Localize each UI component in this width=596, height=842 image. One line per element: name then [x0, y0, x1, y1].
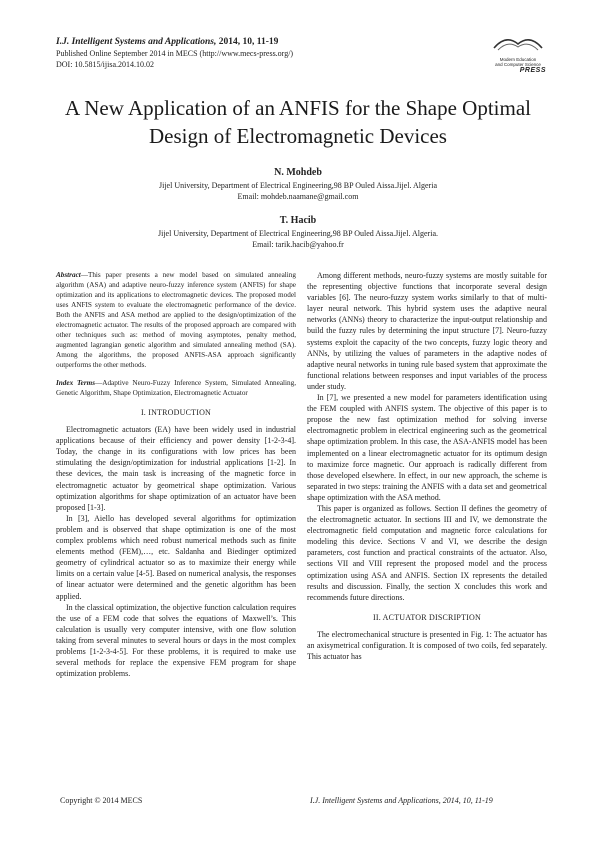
abstract-label: Abstract	[56, 271, 81, 279]
author-affiliation: Jijel University, Department of Electrical Engineering,98 BP Ouled Aissa.Jijel. Algeria.	[157, 229, 438, 238]
journal-citation	[56, 36, 476, 48]
journal-issue: 2014, 10, 11-19	[216, 37, 279, 47]
section-heading: II. ACTUATOR DISCRIPTION	[373, 612, 481, 622]
abstract	[56, 270, 296, 370]
paragraph: This paper is organized as follows. Section II defines the geometry of the electromagnetic actuator. In sections III and IV, we demonstrate the electromagnetic field computation and magnetic force calculations for modeling this device. Sections V and VI, we describe the design parameters, cost function and practical constraints of the actuator. Also, sections VII and VIII represent the proposed model and the process optimization using ASA and ANFIS. Section IX represents the detailed results and discussion. Finally, the section X concludes this work and recommends future directions.	[307, 503, 547, 602]
logo-text-1: Modern Education	[499, 57, 537, 62]
logo-press: PRESS	[519, 67, 546, 74]
footer-citation: I.J. Intelligent Systems and Applications, 2014, 10, 11-19	[310, 796, 493, 805]
paper-title: A New Application of an ANFIS for the Shape Optimal Design of Electromagnetic Devices	[64, 96, 532, 148]
author-name: N. Mohdeb	[274, 167, 322, 178]
author-block-1	[40, 166, 556, 202]
abstract-text: —This paper presents a new model based on simulated annealing algorithm (ASA) and adaptive neuro-fuzzy inference system (ANFIS) for shape optimization and its applications to electromagnetic devices. The proposed model uses ANFIS system to evaluate the electromagnetic performance of the device. Both the ANFIS and ASA method are applied to the design/optimization of the electromagnetic actuator. The results of the proposed approach are compared with other techniques such as: method of moving asymptotes, penalty method, augmented lagrangian genetic algorithm and simulated annealing method (SA). Among the algorithms, the proposed ANFIS-ASA approach significantly outperforms the other methods.	[56, 271, 296, 369]
paragraph: Electromagnetic actuators (EA) have been widely used in industrial applications because of their efficiency and power density [1-2-3-4]. Today, the change in its configurations with low prices has been stimulating the design/optimization for industrial applications [1-2]. In these devices, the main task is increasing of the magnetic force in electromagnetic actuator by geometrical shape optimization. Various optimization algorithms for shape optimization of an actuator have been proposed [1-3].	[56, 425, 296, 512]
book-icon	[490, 30, 546, 52]
publisher-logo	[490, 30, 546, 74]
logo-text-2: and Computer Science	[495, 62, 541, 67]
paragraph: In [7], we presented a new model for parameters identification using the FEM coupled with ANFIS system. The objective of this paper is to propose the new fast optimization method for solving inverse electromagnetic problem in electrical engineering such as the geometrical shape optimization problem. In this case, the ASA-ANFIS model has been implemented on a linear electromagnetic actuator for its optimum design to maximize force magnetic. Our approach is radically different from those developed elsewhere. In effect, in our new approach, the scheme is separated in two steps: training the ANFIS with a data set and geometrical shape optimization with the ASA method.	[307, 393, 547, 502]
footer-copyright: Copyright © 2014 MECS	[60, 796, 143, 805]
left-column	[56, 270, 296, 679]
author-affiliation: Jijel University, Department of Electrical Engineering,98 BP Ouled Aissa.Jijel. Algeria	[158, 181, 437, 190]
page-header	[56, 36, 476, 70]
author-email: Email: mohdeb.naamane@gmail.com	[237, 192, 359, 201]
index-terms-label: Index Terms	[56, 379, 96, 387]
doi-line: DOI: 10.5815/ijisa.2014.10.02	[56, 60, 154, 69]
paragraph: The electromechanical structure is presented in Fig. 1: The actuator has an axisymetrical configuration. It is composed of two coils, fed separately. This actuator has	[307, 629, 547, 662]
journal-name: I.J. Intelligent Systems and Applications,	[56, 37, 217, 47]
published-line: Published Online September 2014 in MECS (http://www.mecs-press.org/)	[56, 49, 294, 58]
section-heading: I. INTRODUCTION	[140, 408, 212, 417]
author-block-2	[40, 214, 556, 250]
index-terms-text: —Adaptive Neuro-Fuzzy Inference System, Simulated Annealing, Genetic Algorithm, Shape Optimization, Electromagnetic Actuator	[56, 379, 296, 397]
index-terms	[56, 378, 296, 398]
author-name: T. Hacib	[279, 215, 317, 226]
paragraph: In the classical optimization, the objective function calculation requires the use of a FEM code that solves the equations of Maxwell’s. This calculation is usually very computer intensive, with one flow solution taking from several minutes to several hours or days in the most complex problems [1-2-3-4-5]. For these problems, it is required to make use several methods for replace the expensive FEM program for shape optimization problems.	[56, 602, 296, 679]
author-email: Email: tarik.hacib@yahoo.fr	[252, 240, 344, 249]
paragraph: In [3], Aiello has developed several algorithms for optimization problem and is observed that shape optimization is one of the most complex problems which need robust numerical methods such as finite elements method (FEM),…, etc. Saldanha and Biedinger optimized geometry of cylindrical actuator so as to maximize their energy while limits on a certain value [4-5]. Based on numerical analysis, the responses of linear actuator were determined and the genetic algorithm has been applied.	[56, 513, 296, 601]
right-column	[307, 270, 547, 662]
paragraph: Among different methods, neuro-fuzzy systems are mostly suitable for the representing objective functions that incorporate several design variables [6]. The neuro-fuzzy system works similarly to that of multi-layer neural network. This hybrid system uses the adaptive neural networks (ANNs) theory to characterize the input-output relationship and build the fuzzy rules by determining the input structure [7]. Neuro-fuzzy systems exploit the capacity of the two concepts, fuzzy logic theory and ANNs, by utilizing the values of parameters in the adaptive nodes of adaptive neural networks in tuning rule based system that approximate the functional relations between responses and input variables of the process under study.	[307, 271, 547, 391]
